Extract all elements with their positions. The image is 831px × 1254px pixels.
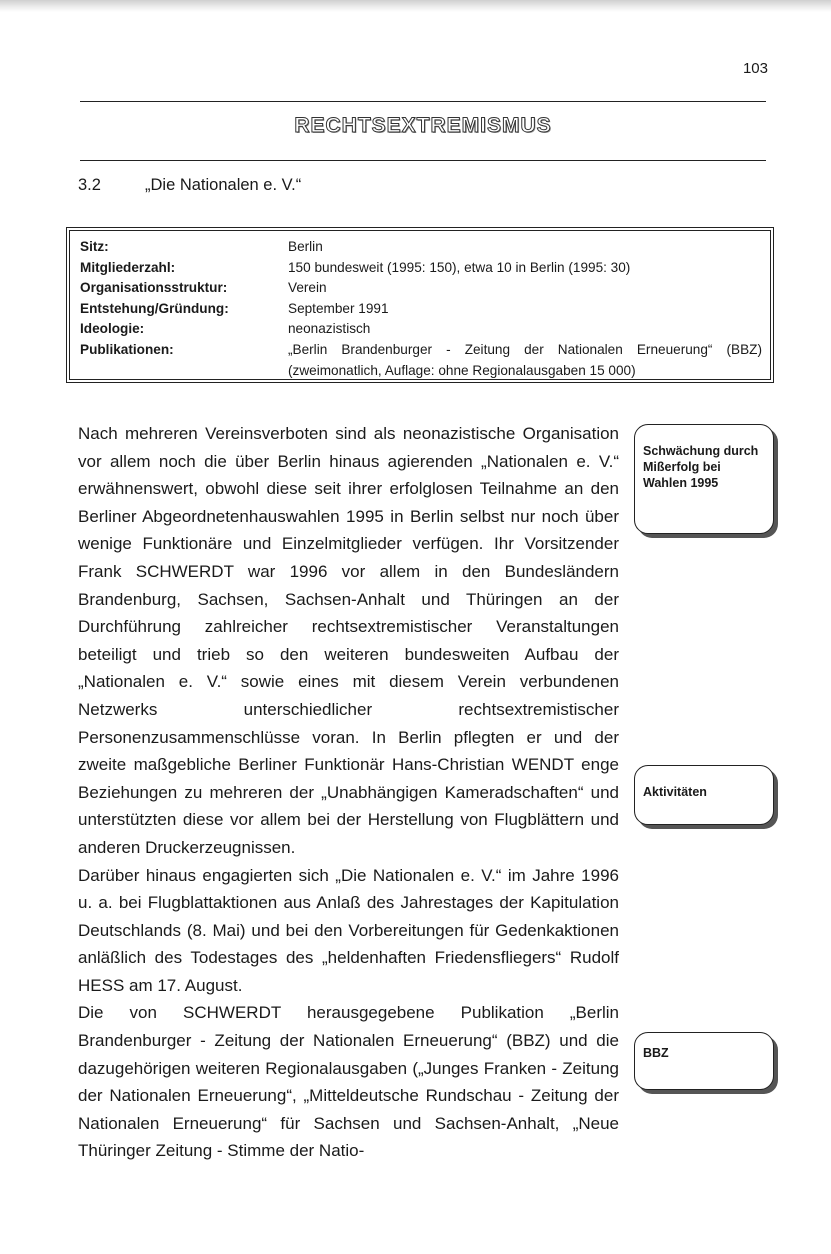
fact-value: neonazistisch [288, 321, 371, 337]
running-title: RECHTSEXTREMISMUS [294, 114, 552, 137]
fact-label: Publikationen: [80, 341, 174, 357]
fact-label: Mitgliederzahl: [80, 259, 176, 275]
fact-value: Verein [288, 280, 327, 296]
fact-row-sitz [80, 237, 762, 258]
fact-label: Sitz: [80, 239, 109, 254]
fact-row-entstehung [80, 299, 762, 320]
section-title: „Die Nationalen e. V.“ [145, 176, 302, 194]
fact-label: Ideologie: [80, 321, 145, 337]
paragraph-1: Nach mehreren Vereinsverboten sind als neonazistische Organisation vor allem noch die über Berlin hinaus agierenden „Nationalen e. V.“ erwähnenswert, obwohl diese seit ihrer erfolglosen Teilnahme an den Berliner Abgeordnetenhauswahlen 1995 in Berlin selbst nur noch über wenige Funktionäre und Einzelmitglieder verfügen. Ihr Vorsitzender Frank SCHWERDT war 1996 vor allem in den Bundesländern Brandenburg, Sachsen, Sachsen-Anhalt und Thüringen an der Durchführung zahlreicher rechtsextremistischer Veranstaltungen beteiligt und trieb so den weiteren bundesweiten Aufbau der „Nationalen e. V.“ sowie eines mit diesem Verein verbundenen Netzwerks unterschiedlicher rechtsextremistischer Personenzusammenschlüsse voran. In Berlin pflegten er und der zweite maßgebliche Berliner Funktionär Hans-Christian WENDT enge Beziehungen zu mehreren der „Unabhängigen Kameradschaften“ und unterstützten diese vor allem bei der Herstellung von Flugblättern und anderen Druckerzeugnissen. [78, 424, 619, 857]
page-number: 103 [742, 60, 768, 77]
fact-row-mitgliederzahl [80, 258, 762, 279]
fact-value: 150 bundesweit (1995: 150), etwa 10 in Berlin (1995: 30) [288, 259, 631, 275]
fact-value: September 1991 [288, 300, 389, 316]
paragraph-2: Darüber hinaus engagierten sich „Die Nationalen e. V.“ im Jahre 1996 u. a. bei Flugblattaktionen aus Anlaß des Jahrestages der Kapitulation Deutschlands (8. Mai) und bei den Vorbereitungen für Gedenkaktionen anläßlich des Todestages des „heldenhaften Friedensfliegers“ Rudolf HESS am 17. August. [78, 865, 619, 995]
fact-label: Organisationsstruktur: [80, 280, 228, 296]
margin-note-aktivitaeten: Aktivitäten [634, 765, 774, 825]
header-rule-bottom [80, 160, 766, 161]
fact-row-organisationsstruktur [80, 278, 762, 299]
fact-label: Entstehung/Gründung: [80, 300, 229, 316]
margin-note-wahlen: Schwächung durch Mißerfolg bei Wahlen 1995 [634, 424, 774, 534]
fact-box-inner [69, 230, 771, 380]
header-rule-top [80, 101, 766, 102]
fact-value: „Berlin Brandenburger - Zeitung der Nationalen Erneuerung“ (BBZ) (zweimonatlich, Auflage: ohne Regionalausgaben 15 000) [288, 341, 762, 378]
fact-value: Berlin [288, 239, 323, 254]
paragraph-3: Die von SCHWERDT herausgegebene Publikation „Berlin Brandenburger - Zeitung der Nationalen Erneuerung“ (BBZ) und die dazugehörigen weiteren Regionalausgaben („Junges Franken - Zeitung der Nationalen Erneuerung“, „Mitteldeutsche Rundschau - Zeitung der Nationalen Erneuerung“ für Sachsen und Sachsen-Anhalt, „Neue Thüringer Zeitung - Stimme der Natio- [78, 1003, 619, 1161]
section-number: 3.2 [78, 176, 101, 194]
body-text [78, 420, 619, 1165]
fact-box [66, 227, 774, 383]
fact-row-publikationen [80, 340, 762, 381]
fact-row-ideologie [80, 319, 762, 340]
scan-edge [0, 0, 831, 12]
margin-note-bbz: BBZ [634, 1032, 774, 1090]
section-heading [78, 176, 301, 195]
